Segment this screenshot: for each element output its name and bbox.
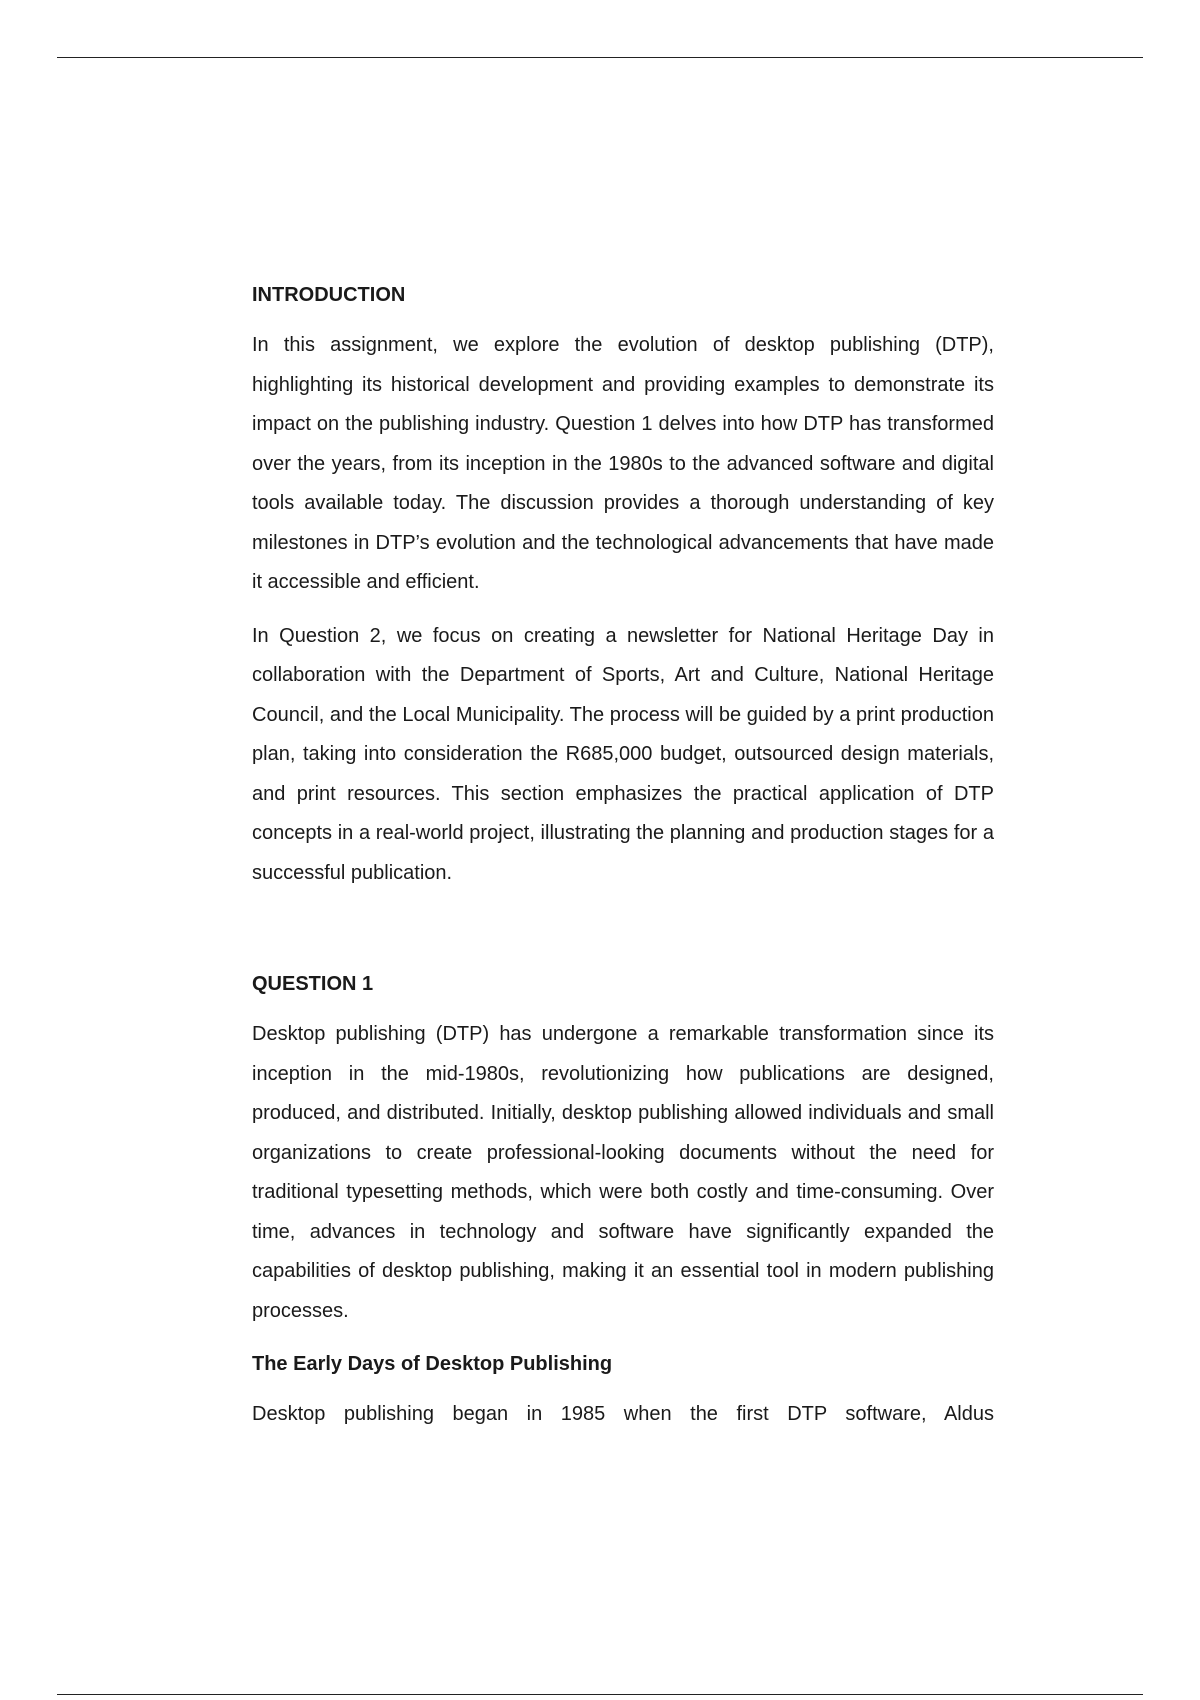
- early-days-paragraph: Desktop publishing began in 1985 when the first DTP software, Aldus: [252, 1403, 994, 1425]
- page-body: [252, 276, 994, 1435]
- header-rule: [57, 57, 1143, 58]
- question-1-paragraph: Desktop publishing (DTP) has undergone a remarkable transformation since its inception in the mid-1980s, revolutionizing how publications are designed, produced, and distributed. Initially, desktop publishing allowed individuals and small organizations to create professional-looking documents without the need for traditional typesetting methods, which were both costly and time-consuming. Over time, advances in technology and software have significantly expanded the capabilities of desktop publishing, making it an essential tool in modern publishing processes.: [252, 1023, 994, 1322]
- introduction-paragraph-2: In Question 2, we focus on creating a newsletter for National Heritage Day in collaboration with the Department of Sports, Art and Culture, National Heritage Council, and the Local Municipality. The process will be guided by a print production plan, taking into consideration the R685,000 budget, outsourced design materials, and print resources. This section emphasizes the practical application of DTP concepts in a real-world project, illustrating the planning and production stages for a successful publication.: [252, 624, 994, 884]
- introduction-paragraph-1: In this assignment, we explore the evolution of desktop publishing (DTP), highlighting its historical development and providing examples to demonstrate its impact on the publishing industry. Question 1 delves into how DTP has transformed over the years, from its inception in the 1980s to the advanced software and digital tools available today. The discussion provides a thorough understanding of key milestones in DTP’s evolution and the technological advancements that have made it accessible and efficient.: [252, 334, 994, 593]
- question-1-heading: QUESTION 1: [252, 973, 374, 995]
- early-days-subheading: The Early Days of Desktop Publishing: [252, 1353, 613, 1375]
- introduction-heading: INTRODUCTION: [252, 284, 406, 306]
- footer-rule: [57, 1694, 1143, 1695]
